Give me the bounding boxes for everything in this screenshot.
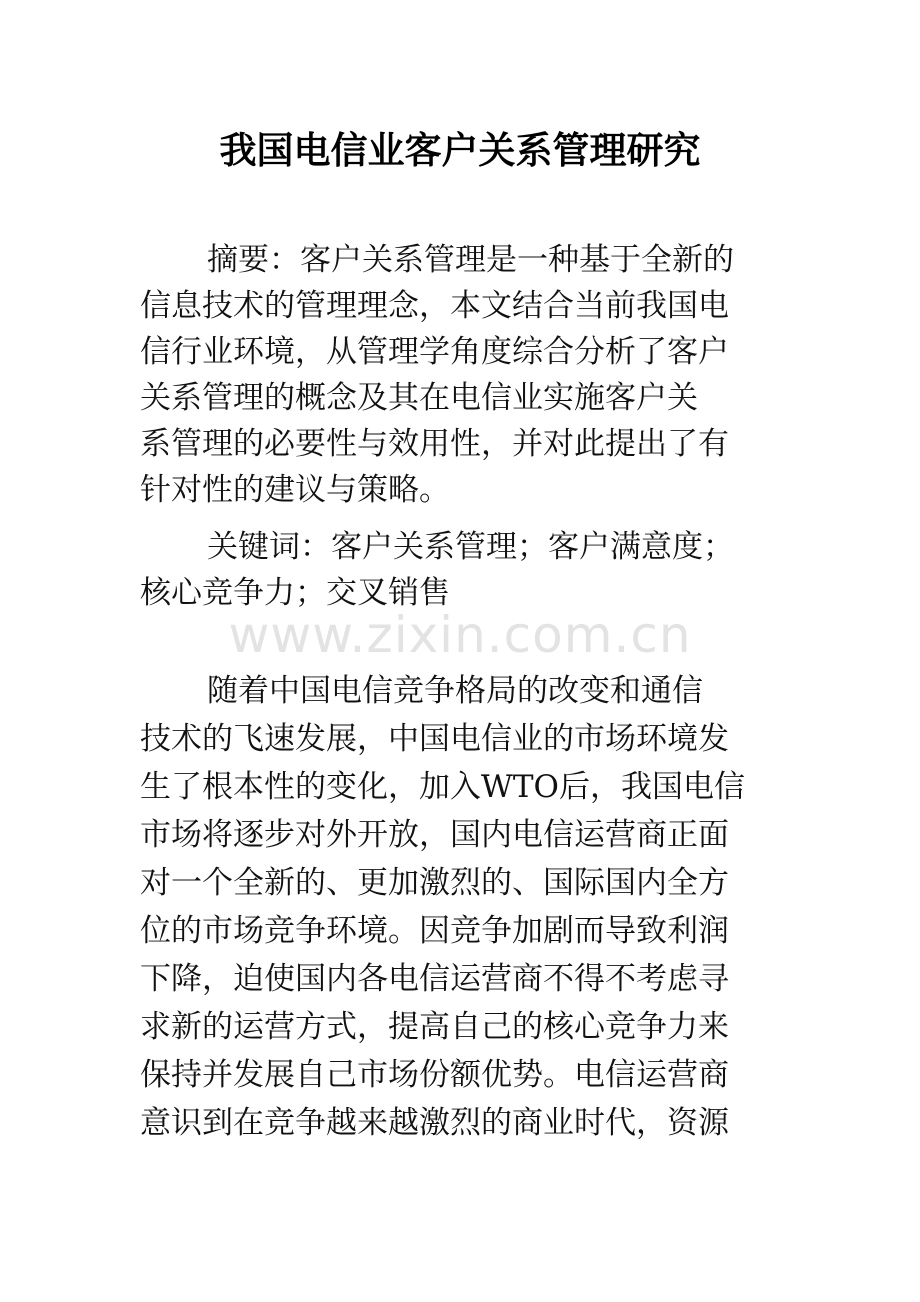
body-line: 技术的飞速发展，中国电信业的市场环境发 xyxy=(140,721,729,757)
body-line: 对一个全新的、更加激烈的、国际国内全方 xyxy=(140,865,729,901)
body-line: 位的市场竞争环境。因竞争加剧而导致利润 xyxy=(140,913,729,949)
body-line: 保持并发展自己市场份额优势。电信运营商 xyxy=(140,1057,729,1093)
body-line: 求新的运营方式，提高自己的核心竞争力来 xyxy=(140,1009,729,1045)
body-line: 随着中国电信竞争格局的改变和通信 xyxy=(207,673,703,709)
abstract-line: 针对性的建议与策略。 xyxy=(140,472,450,508)
body-line: 市场将逐步对外开放，国内电信运营商正面 xyxy=(140,817,729,853)
abstract-line: 信行业环境，从管理学角度综合分析了客户 xyxy=(140,334,729,370)
body-line: 下降，迫使国内各电信运营商不得不考虑寻 xyxy=(140,961,729,997)
body-line: 意识到在竞争越来越激烈的商业时代，资源 xyxy=(140,1105,729,1141)
abstract-line: 摘要：客户关系管理是一种基于全新的 xyxy=(207,242,734,278)
abstract-line: 系管理的必要性与效用性，并对此提出了有 xyxy=(140,426,729,462)
keywords-line: 关键词：客户关系管理；客户满意度； xyxy=(207,529,734,565)
body-line: 生了根本性的变化，加入WTO后，我国电信 xyxy=(140,769,745,805)
watermark-text: www.zixin.com.cn xyxy=(228,606,692,664)
document-title: 我国电信业客户关系管理研究 xyxy=(219,128,701,172)
abstract-line: 信息技术的管理理念，本文结合当前我国电 xyxy=(140,288,729,324)
abstract-line: 关系管理的概念及其在电信业实施客户关 xyxy=(140,380,698,416)
keywords-line: 核心竞争力；交叉销售 xyxy=(140,575,450,611)
